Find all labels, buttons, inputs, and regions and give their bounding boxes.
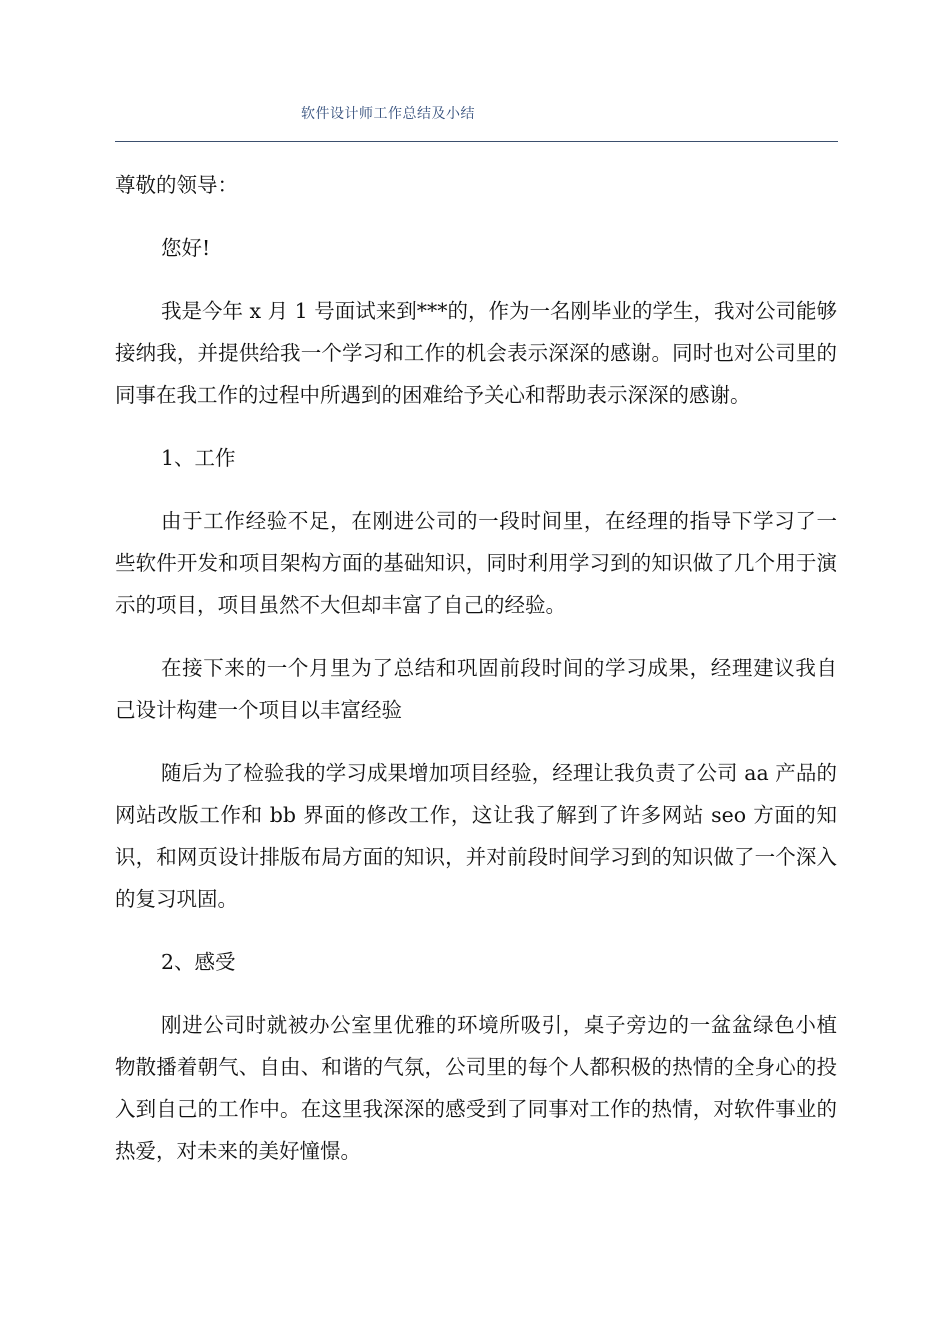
paragraph-work-1: 由于工作经验不足，在刚进公司的一段时间里，在经理的指导下学习了一些软件开发和项目架构方面的基础知识，同时利用学习到的知识做了几个用于演示的项目，项目虽然不大但却丰富了自己的经验。 [115,509,837,617]
header-divider [115,141,838,142]
greeting: 您好! [161,236,211,260]
document-body [115,164,837,1193]
document-header-title: 软件设计师工作总结及小结 [301,106,475,122]
section-heading-feelings: 2、感受 [161,950,236,974]
section-heading-work: 1、工作 [161,446,236,470]
paragraph-feelings-1: 刚进公司时就被办公室里优雅的环境所吸引，桌子旁边的一盆盆绿色小植物散播着朝气、自由、和谐的气氛，公司里的每个人都积极的热情的全身心的投入到自己的工作中。在这里我深深的感受到了同事对工作的热情，对软件事业的热爱，对未来的美好憧憬。 [115,1013,837,1163]
paragraph-work-2: 在接下来的一个月里为了总结和巩固前段时间的学习成果，经理建议我自己设计构建一个项目以丰富经验 [115,656,837,722]
paragraph-intro: 我是今年 x 月 1 号面试来到***的，作为一名刚毕业的学生，我对公司能够接纳我，并提供给我一个学习和工作的机会表示深深的感谢。同时也对公司里的同事在我工作的过程中所遇到的困难给予关心和帮助表示深深的感谢。 [115,299,837,407]
salutation: 尊敬的领导： [115,173,238,197]
paragraph-work-3: 随后为了检验我的学习成果增加项目经验，经理让我负责了公司 aa 产品的网站改版工作和 bb 界面的修改工作，这让我了解到了许多网站 seo 方面的知识，和网页设计排版布局方面的知识，并对前段时间学习到的知识做了一个深入的复习巩固。 [115,761,837,911]
